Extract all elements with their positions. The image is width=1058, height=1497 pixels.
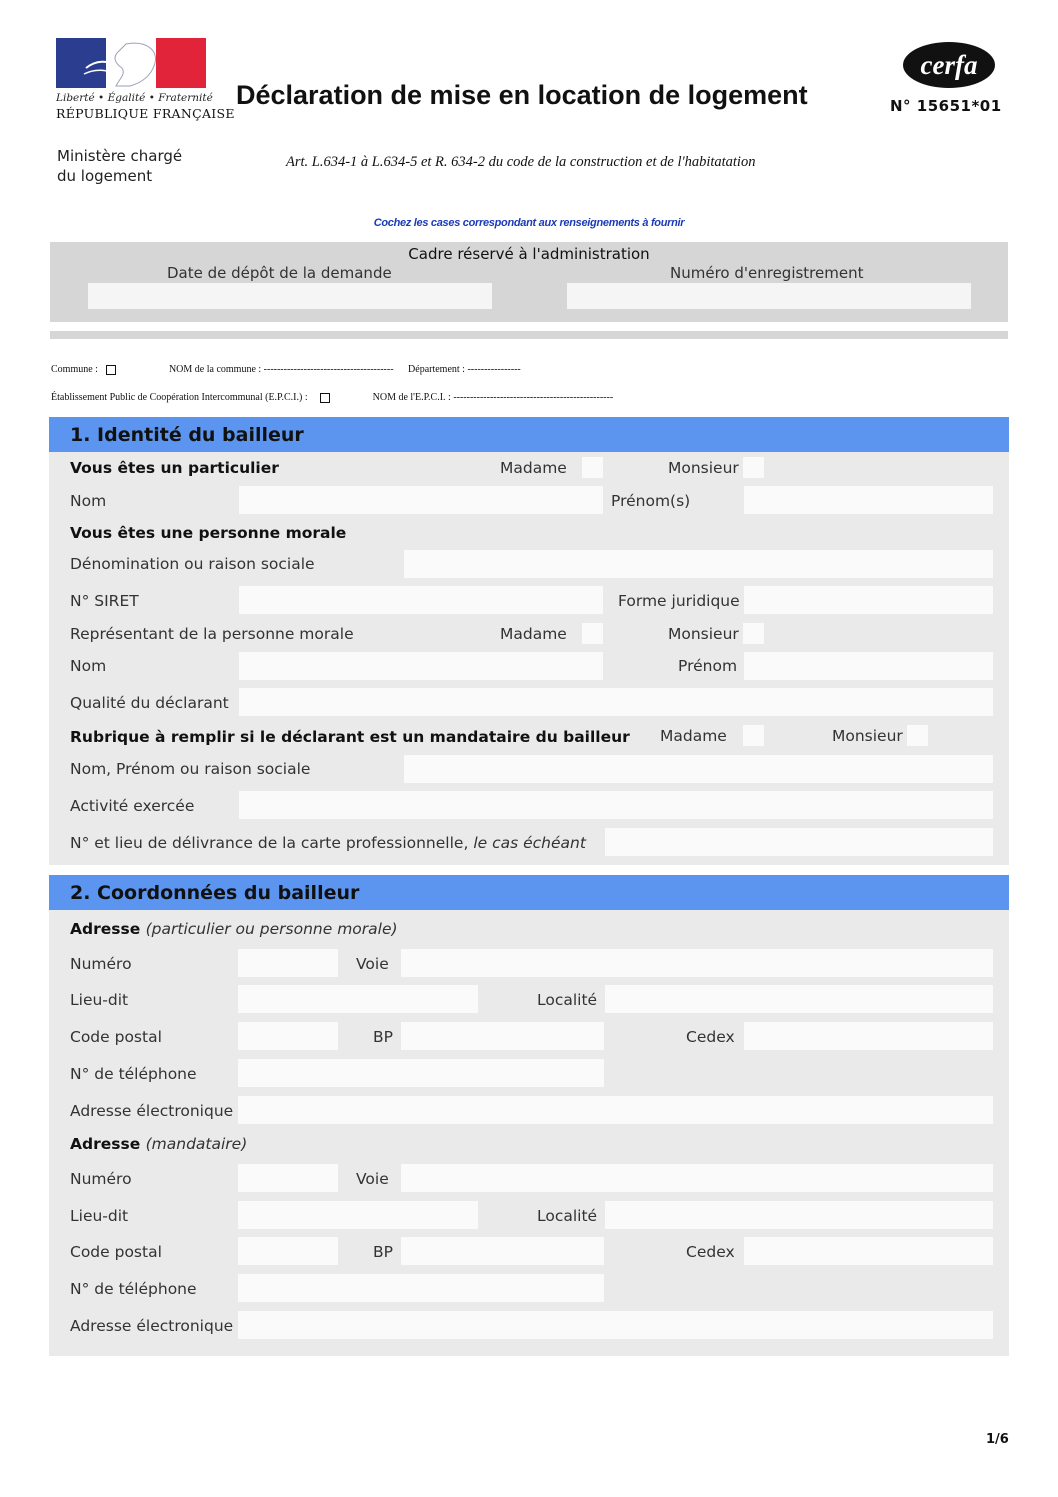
madame-label: Madame: [660, 727, 727, 745]
cedex-input[interactable]: [744, 1022, 993, 1050]
lieu-dit-label: Lieu-dit: [70, 991, 129, 1009]
section-2-header: [49, 875, 1009, 910]
carte-pro-label: [70, 834, 586, 852]
nom-label: Nom: [70, 492, 107, 510]
adresse-mandataire-note: (mandataire): [145, 1135, 248, 1153]
deposit-date-label: Date de dépôt de la demande: [167, 264, 392, 282]
mandataire-localite-label: Localité: [537, 1207, 598, 1225]
mandataire-cedex-input[interactable]: [744, 1237, 993, 1265]
cerfa-logo-text: cerfa: [920, 49, 978, 80]
localite-input[interactable]: [605, 985, 993, 1013]
monsieur-label: Monsieur: [668, 625, 739, 643]
mandataire-lieu-dit-label: Lieu-dit: [70, 1207, 129, 1225]
commune-row: [51, 364, 521, 375]
activite-input[interactable]: [239, 791, 993, 819]
marianne-flag-icon: [56, 38, 206, 88]
mandataire-numero-input[interactable]: [238, 1164, 338, 1192]
madame-label: Madame: [500, 625, 567, 643]
representative-prenom-label: Prénom: [678, 657, 738, 675]
republique-francaise-logo: [56, 38, 235, 121]
divider: [50, 331, 1008, 339]
mandataire-numero-label: Numéro: [70, 1170, 132, 1188]
individual-monsieur-checkbox[interactable]: [743, 457, 764, 478]
page-number: 1/6: [986, 1432, 1009, 1447]
mandataire-cedex-label: Cedex: [686, 1243, 735, 1261]
legal-reference: Art. L.634-1 à L.634-5 et R. 634-2 du code de la construction et de l'habitatation: [286, 154, 756, 170]
mandataire-voie-label: Voie: [356, 1170, 389, 1188]
commune-name-label: NOM de la commune : ---------------------------------------: [168, 364, 394, 375]
ministry-line-1: Ministère chargé: [57, 147, 183, 165]
numero-input[interactable]: [238, 949, 338, 977]
mandataire-bp-label: BP: [373, 1243, 393, 1261]
department-label: Département : ----------------: [408, 364, 521, 375]
adresse-mandataire-label: [70, 1135, 247, 1153]
numero-label: Numéro: [70, 955, 132, 973]
ministry-line-2: du logement: [57, 167, 153, 185]
commune-checkbox[interactable]: [106, 365, 116, 375]
section-2-title: 2. Coordonnées du bailleur: [70, 882, 360, 904]
voie-input[interactable]: [401, 949, 993, 977]
mandataire-localite-input[interactable]: [605, 1201, 993, 1229]
monsieur-label: Monsieur: [832, 727, 903, 745]
representative-nom-input[interactable]: [239, 652, 603, 680]
code-postal-input[interactable]: [238, 1022, 338, 1050]
representative-monsieur-checkbox[interactable]: [743, 623, 764, 644]
cedex-label: Cedex: [686, 1028, 735, 1046]
carte-pro-text: N° et lieu de délivrance de la carte professionnelle,: [70, 834, 469, 852]
siret-label: N° SIRET: [70, 592, 139, 610]
telephone-label: N° de téléphone: [70, 1065, 197, 1083]
nom-input[interactable]: [239, 486, 603, 514]
epci-checkbox[interactable]: [320, 393, 330, 403]
qualite-input[interactable]: [239, 688, 993, 716]
admin-reserved-box: [50, 242, 1008, 322]
mandataire-label: Rubrique à remplir si le déclarant est un mandataire du bailleur: [70, 728, 630, 746]
telephone-input[interactable]: [238, 1059, 604, 1087]
madame-label: Madame: [500, 459, 567, 477]
section-1-header: [49, 417, 1009, 452]
motto: Liberté • Égalité • Fraternité: [56, 92, 213, 104]
bp-label: BP: [373, 1028, 393, 1046]
localite-label: Localité: [537, 991, 598, 1009]
instructions-hint: Cochez les cases correspondant aux renseignements à fournir: [373, 217, 685, 229]
section-coordinates: [49, 875, 1009, 1356]
individual-label: Vous êtes un particulier: [70, 459, 279, 477]
section-identity: [49, 417, 1009, 865]
representative-label: Représentant de la personne morale: [70, 625, 354, 643]
bp-input[interactable]: [401, 1022, 604, 1050]
commune-label: Commune :: [51, 364, 98, 375]
mandataire-code-postal-input[interactable]: [238, 1237, 338, 1265]
mandataire-monsieur-checkbox[interactable]: [907, 725, 928, 746]
mandataire-voie-input[interactable]: [401, 1164, 993, 1192]
prenoms-label: Prénom(s): [611, 492, 691, 510]
republic-name: RÉPUBLIQUE FRANÇAISE: [56, 106, 235, 121]
forme-juridique-label: Forme juridique: [618, 592, 740, 610]
forme-juridique-input[interactable]: [744, 586, 993, 614]
deposit-date-field[interactable]: [88, 283, 492, 309]
email-label: Adresse électronique: [70, 1102, 234, 1120]
voie-label: Voie: [356, 955, 389, 973]
adresse-note: (particulier ou personne morale): [145, 920, 398, 938]
code-postal-label: Code postal: [70, 1028, 162, 1046]
mandataire-telephone-input[interactable]: [238, 1274, 604, 1302]
mandataire-lieu-dit-input[interactable]: [238, 1201, 478, 1229]
section-1-title: 1. Identité du bailleur: [70, 424, 304, 446]
mandataire-email-input[interactable]: [238, 1311, 993, 1339]
legal-entity-label: Vous êtes une personne morale: [70, 524, 347, 542]
registration-number-field[interactable]: [567, 283, 971, 309]
registration-number-label: Numéro d'enregistrement: [670, 264, 864, 282]
denomination-input[interactable]: [404, 550, 993, 578]
monsieur-label: Monsieur: [668, 459, 739, 477]
carte-pro-italic: le cas échéant: [473, 834, 586, 852]
mandataire-code-postal-label: Code postal: [70, 1243, 162, 1261]
nom-prenom-raison-label: Nom, Prénom ou raison sociale: [70, 760, 311, 778]
epci-row: [51, 392, 613, 403]
prenoms-input[interactable]: [744, 486, 993, 514]
representative-prenom-input[interactable]: [744, 652, 993, 680]
qualite-label: Qualité du déclarant: [70, 694, 229, 712]
adresse-title: Adresse: [70, 920, 141, 938]
epci-label: Établissement Public de Coopération Intercommunal (E.P.C.I.) :: [51, 392, 308, 403]
ministry-label: [57, 146, 182, 186]
cerfa-number: N° 15651*01: [890, 97, 1002, 115]
representative-nom-label: Nom: [70, 657, 107, 675]
page-title: Déclaration de mise en location de logement: [236, 80, 808, 110]
individual-madame-checkbox[interactable]: [582, 457, 603, 478]
nom-prenom-raison-input[interactable]: [404, 755, 993, 783]
mandataire-email-label: Adresse électronique: [70, 1317, 234, 1335]
email-input[interactable]: [238, 1096, 993, 1124]
siret-input[interactable]: [239, 586, 603, 614]
epci-name-label: NOM de l'E.P.C.I. : ------------------------------------------------: [372, 392, 614, 403]
adresse-mandataire-title: Adresse: [70, 1135, 141, 1153]
denomination-label: Dénomination ou raison sociale: [70, 555, 315, 573]
mandataire-bp-input[interactable]: [401, 1237, 604, 1265]
activite-label: Activité exercée: [70, 797, 195, 815]
representative-madame-checkbox[interactable]: [582, 623, 603, 644]
admin-heading: Cadre réservé à l'administration: [408, 245, 650, 263]
mandataire-madame-checkbox[interactable]: [743, 725, 764, 746]
lieu-dit-input[interactable]: [238, 985, 478, 1013]
cerfa-logo: [903, 42, 995, 88]
adresse-label: [70, 920, 398, 938]
carte-pro-input[interactable]: [605, 828, 993, 856]
mandataire-telephone-label: N° de téléphone: [70, 1280, 197, 1298]
